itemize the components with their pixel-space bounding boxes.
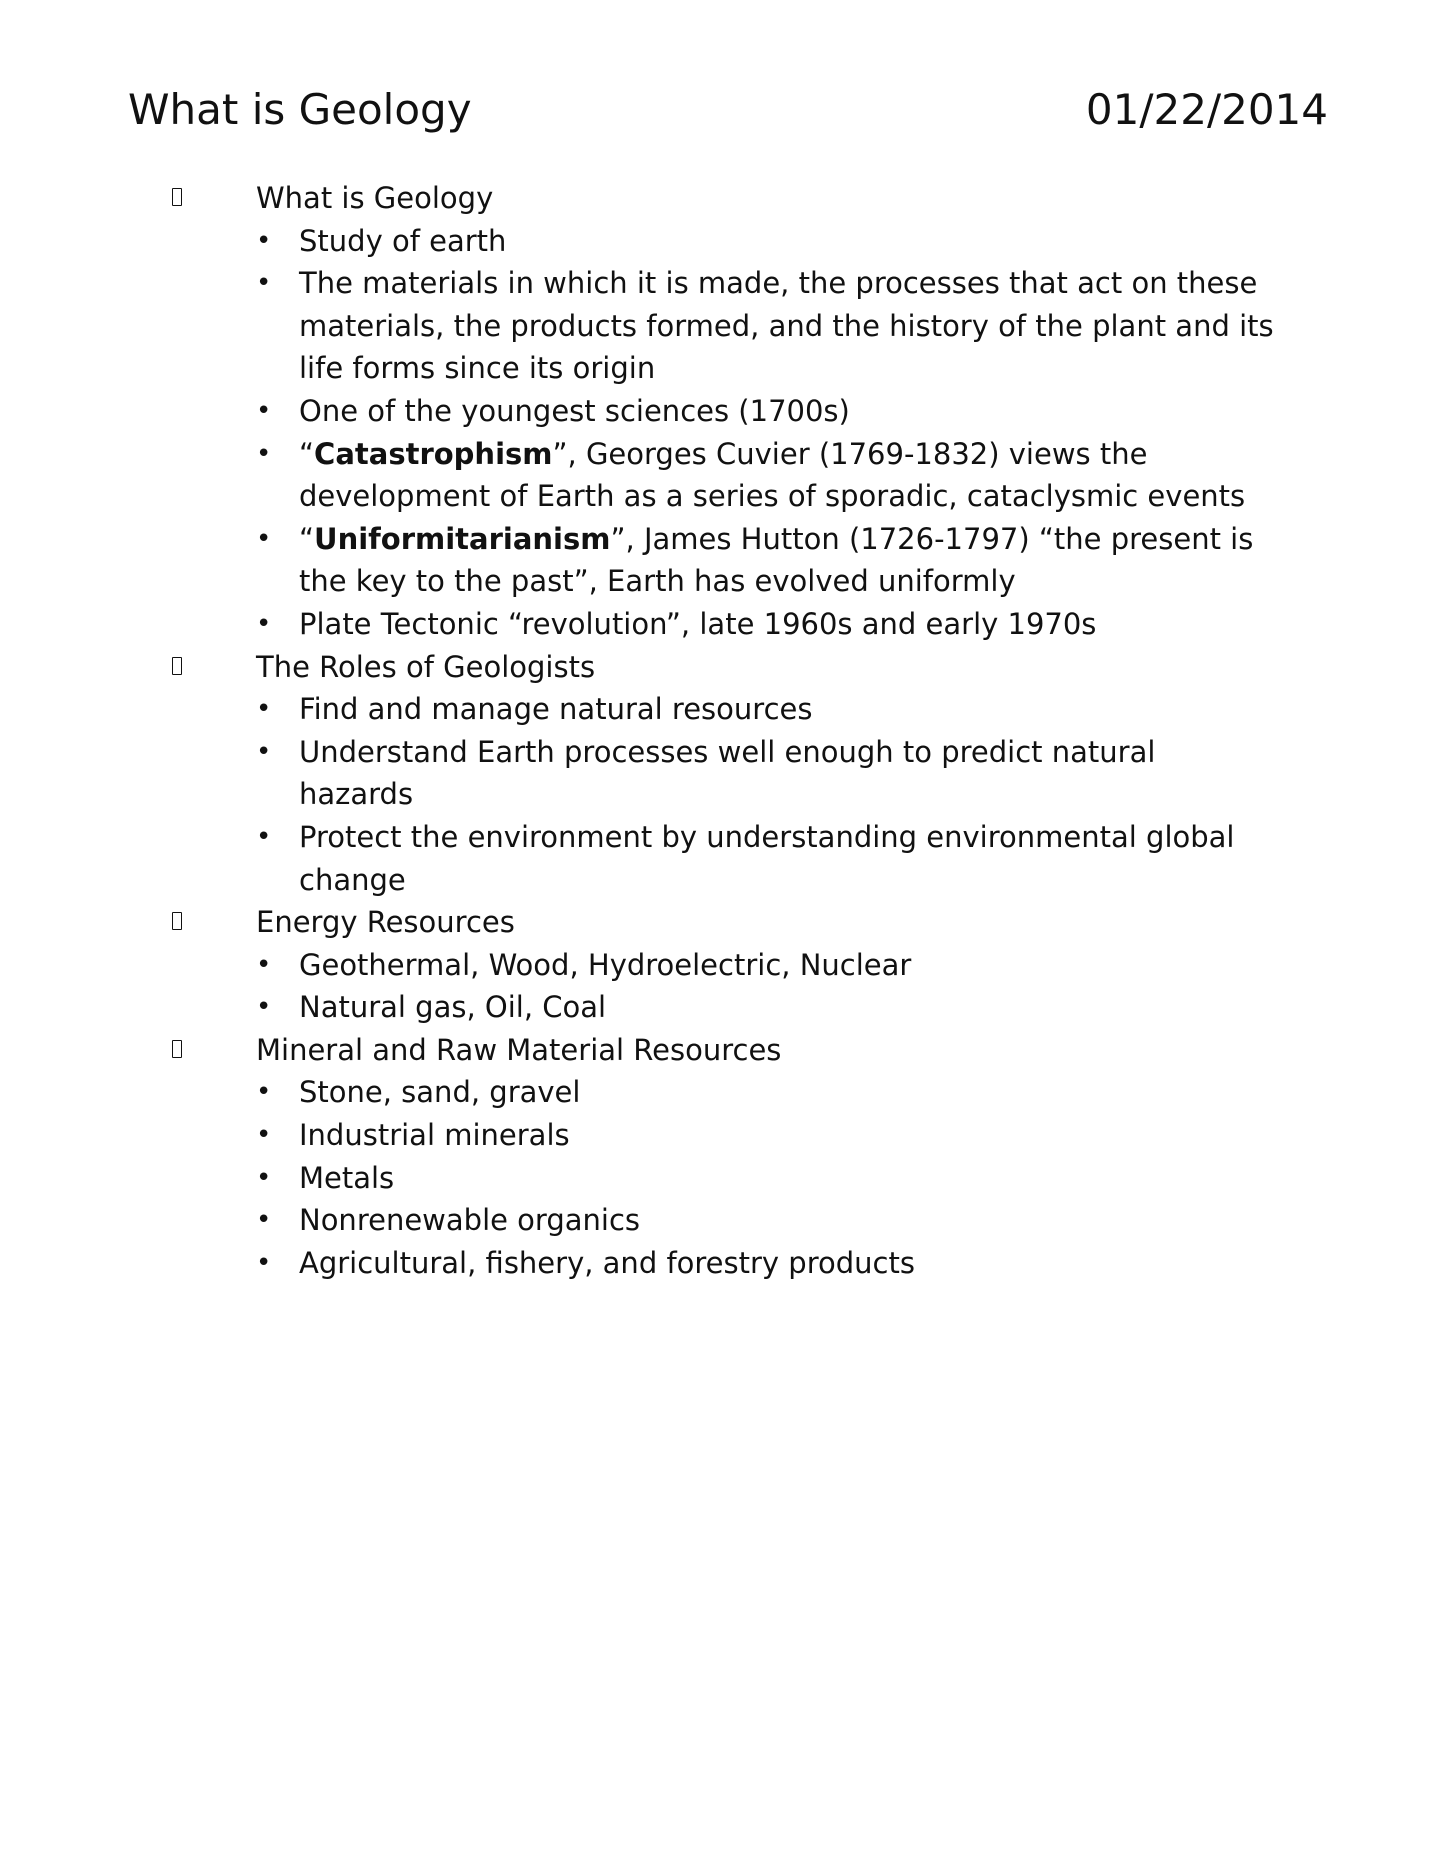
note-date: 01/22/2014 (1085, 85, 1328, 134)
bullet-icon: • (256, 1247, 272, 1278)
bullet-icon: • (256, 694, 272, 725)
square-bullet-icon (172, 1040, 182, 1058)
outline-list (168, 177, 1278, 1284)
bullet-icon: • (256, 268, 272, 299)
square-bullet-icon (172, 657, 182, 675)
list-item-text: Industrial minerals (299, 1118, 570, 1153)
bullet-icon: • (256, 949, 272, 980)
bullet-icon: • (256, 736, 272, 767)
outline-section (168, 646, 1278, 902)
sub-list (256, 1071, 1278, 1284)
bullet-icon: • (256, 992, 272, 1023)
square-bullet-icon (172, 912, 182, 930)
list-item-text: Geothermal, Wood, Hydroelectric, Nuclear (299, 947, 912, 982)
list-item (256, 262, 1278, 390)
list-item (256, 1114, 1278, 1157)
list-item-text: ”, Georges Cuvier (1769-1832) views the development of Earth as a series of sporadic, cataclysmic events (299, 436, 1246, 514)
list-item (256, 390, 1278, 433)
list-item (256, 986, 1278, 1029)
list-item-text: Agricultural, fishery, and forestry products (299, 1245, 915, 1280)
bullet-icon: • (256, 821, 272, 852)
page-title: What is Geology (128, 85, 472, 134)
list-item (256, 944, 1278, 987)
list-item (256, 1157, 1278, 1200)
open-quote: “ (299, 436, 315, 471)
sub-list (256, 688, 1278, 901)
term-bold: Uniformitarianism (314, 521, 611, 556)
section-heading: Mineral and Raw Material Resources (256, 1032, 782, 1067)
list-item-text: Find and manage natural resources (299, 692, 813, 727)
term-bold: Catastrophism (314, 436, 553, 471)
list-item-text: One of the youngest sciences (1700s) (299, 393, 850, 428)
section-heading: Energy Resources (256, 905, 515, 940)
list-item (256, 731, 1278, 816)
outline-section (168, 177, 1278, 646)
list-item (256, 518, 1278, 603)
list-item (256, 688, 1278, 731)
list-item (256, 1071, 1278, 1114)
bullet-icon: • (256, 1077, 272, 1108)
list-item-text: Metals (299, 1160, 395, 1195)
outline-section (168, 1029, 1278, 1285)
square-bullet-icon (172, 188, 182, 206)
bullet-icon: • (256, 225, 272, 256)
sub-list (256, 220, 1278, 646)
list-item-text: Protect the environment by understanding environmental global change (299, 819, 1235, 897)
section-heading: What is Geology (256, 181, 494, 215)
list-item-text: Study of earth (299, 223, 507, 258)
list-item-text: Plate Tectonic “revolution”, late 1960s and early 1970s (299, 606, 1097, 641)
bullet-icon: • (256, 1162, 272, 1193)
bullet-icon: • (256, 523, 272, 554)
list-item-text: Understand Earth processes well enough to predict natural hazards (299, 734, 1156, 812)
list-item-text: The materials in which it is made, the processes that act on these materials, the products formed, and the history of the plant and its life forms since its origin (299, 266, 1274, 386)
list-item (256, 433, 1278, 518)
bullet-icon: • (256, 1205, 272, 1236)
list-item (256, 816, 1278, 901)
list-item-text: Natural gas, Oil, Coal (299, 990, 607, 1025)
list-item (256, 1199, 1278, 1242)
sub-list (256, 944, 1278, 1029)
section-heading: The Roles of Geologists (256, 649, 596, 684)
list-item (256, 220, 1278, 263)
outline-section (168, 901, 1278, 1029)
list-item-text: Nonrenewable organics (299, 1203, 641, 1238)
list-item (256, 603, 1278, 646)
list-item-text: ”, James Hutton (1726-1797) “the present is the key to the past”, Earth has evolved uniformly (299, 521, 1254, 599)
list-item-text: Stone, sand, gravel (299, 1075, 581, 1110)
bullet-icon: • (256, 608, 272, 639)
bullet-icon: • (256, 395, 272, 426)
bullet-icon: • (256, 438, 272, 469)
bullet-icon: • (256, 1120, 272, 1151)
open-quote: “ (299, 521, 315, 556)
list-item (256, 1242, 1278, 1285)
